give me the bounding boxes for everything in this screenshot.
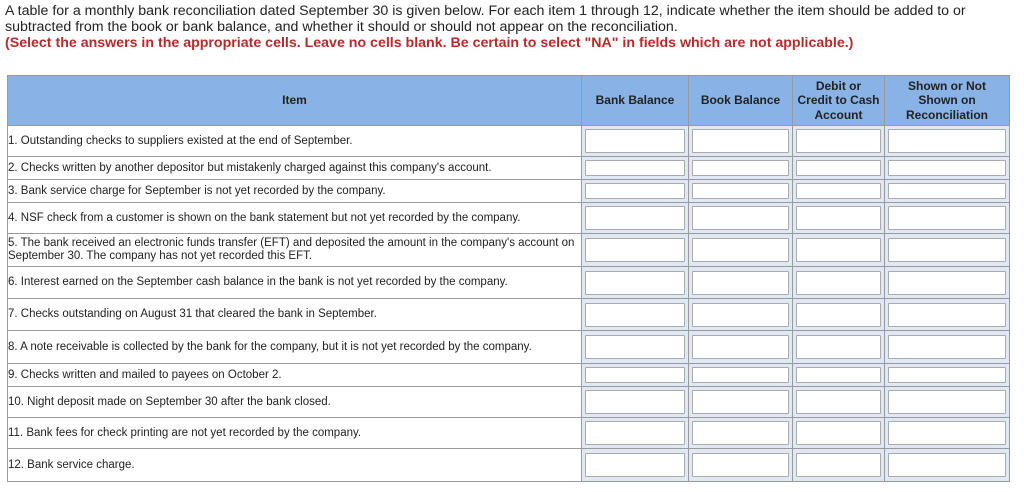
header-shown-line3: Reconciliation bbox=[905, 107, 988, 122]
header-shown-line1: Shown or Not bbox=[908, 78, 986, 93]
answer-select[interactable] bbox=[888, 271, 1006, 295]
book-balance-cell[interactable] bbox=[689, 449, 793, 482]
header-debit-credit-line1: Debit or bbox=[815, 78, 862, 93]
shown-cell[interactable] bbox=[885, 299, 1010, 331]
book-balance-cell[interactable] bbox=[689, 180, 793, 203]
answer-select[interactable] bbox=[692, 238, 789, 262]
item-description: 8. A note receivable is collected by the bank for the company, but it is not yet recorded by the company. bbox=[8, 331, 582, 364]
item-description: 3. Bank service charge for September is not yet recorded by the company. bbox=[8, 180, 582, 203]
item-description: 12. Bank service charge. bbox=[8, 449, 582, 482]
answer-select[interactable] bbox=[796, 238, 881, 262]
book-balance-cell[interactable] bbox=[689, 364, 793, 387]
book-balance-cell[interactable] bbox=[689, 418, 793, 449]
answer-select[interactable] bbox=[692, 183, 789, 199]
answer-select[interactable] bbox=[585, 238, 685, 262]
bank-balance-cell[interactable] bbox=[582, 449, 689, 482]
header-shown-line2: Shown on bbox=[918, 93, 976, 108]
answer-select[interactable] bbox=[796, 367, 881, 383]
shown-cell[interactable] bbox=[885, 267, 1010, 299]
table-row bbox=[8, 203, 1010, 234]
book-balance-cell[interactable] bbox=[689, 331, 793, 364]
answer-select[interactable] bbox=[888, 390, 1006, 414]
shown-cell[interactable] bbox=[885, 234, 1010, 267]
header-bank-balance: Bank Balance bbox=[582, 76, 689, 126]
table-row bbox=[8, 331, 1010, 364]
shown-cell[interactable] bbox=[885, 126, 1010, 157]
answer-select[interactable] bbox=[692, 421, 789, 445]
debit-credit-cell[interactable] bbox=[793, 387, 885, 418]
book-balance-cell[interactable] bbox=[689, 234, 793, 267]
answer-select[interactable] bbox=[692, 367, 789, 383]
debit-credit-cell[interactable] bbox=[793, 180, 885, 203]
table-row bbox=[8, 126, 1010, 157]
answer-select[interactable] bbox=[888, 303, 1006, 327]
answer-select[interactable] bbox=[888, 367, 1006, 383]
answer-select[interactable] bbox=[796, 206, 881, 230]
item-description: 7. Checks outstanding on August 31 that cleared the bank in September. bbox=[8, 299, 582, 331]
item-description: 2. Checks written by another depositor but mistakenly charged against this company's account. bbox=[8, 157, 582, 180]
table-row bbox=[8, 180, 1010, 203]
prompt-instruction: (Select the answers in the appropriate cells. Leave no cells blank. Be certain to select "NA" in fields which are not applicable.) bbox=[5, 35, 854, 51]
debit-credit-cell[interactable] bbox=[793, 331, 885, 364]
bank-balance-cell[interactable] bbox=[582, 299, 689, 331]
header-debit-credit bbox=[793, 76, 885, 126]
debit-credit-cell[interactable] bbox=[793, 418, 885, 449]
book-balance-cell[interactable] bbox=[689, 267, 793, 299]
item-description: 11. Bank fees for check printing are not yet recorded by the company. bbox=[8, 418, 582, 449]
bank-balance-cell[interactable] bbox=[582, 364, 689, 387]
bank-balance-cell[interactable] bbox=[582, 126, 689, 157]
answer-select[interactable] bbox=[692, 160, 789, 176]
bank-balance-cell[interactable] bbox=[582, 157, 689, 180]
debit-credit-cell[interactable] bbox=[793, 267, 885, 299]
answer-select[interactable] bbox=[585, 129, 685, 153]
shown-cell[interactable] bbox=[885, 157, 1010, 180]
table-row bbox=[8, 449, 1010, 482]
header-item: Item bbox=[8, 76, 582, 126]
shown-cell[interactable] bbox=[885, 418, 1010, 449]
question-prompt bbox=[5, 3, 1015, 51]
table-row bbox=[8, 299, 1010, 331]
header-shown bbox=[885, 76, 1010, 126]
bank-balance-cell[interactable] bbox=[582, 387, 689, 418]
answer-select[interactable] bbox=[692, 303, 789, 327]
table-row bbox=[8, 387, 1010, 418]
header-debit-credit-line2: Credit to Cash bbox=[797, 93, 880, 108]
answer-select[interactable] bbox=[692, 271, 789, 295]
shown-cell[interactable] bbox=[885, 203, 1010, 234]
answer-select[interactable] bbox=[692, 390, 789, 414]
table-row bbox=[8, 364, 1010, 387]
answer-select[interactable] bbox=[796, 129, 881, 153]
shown-cell[interactable] bbox=[885, 449, 1010, 482]
item-description: 4. NSF check from a customer is shown on the bank statement but not yet recorded by the company. bbox=[8, 203, 582, 234]
item-description: 9. Checks written and mailed to payees on October 2. bbox=[8, 364, 582, 387]
bank-balance-cell[interactable] bbox=[582, 203, 689, 234]
answer-select[interactable] bbox=[888, 453, 1006, 477]
answer-select[interactable] bbox=[796, 390, 881, 414]
answer-select[interactable] bbox=[888, 129, 1006, 153]
answer-select[interactable] bbox=[585, 390, 685, 414]
bank-balance-cell[interactable] bbox=[582, 331, 689, 364]
reconciliation-table bbox=[7, 75, 1010, 482]
book-balance-cell[interactable] bbox=[689, 203, 793, 234]
answer-select[interactable] bbox=[888, 183, 1006, 199]
answer-select[interactable] bbox=[585, 303, 685, 327]
debit-credit-cell[interactable] bbox=[793, 449, 885, 482]
header-book-balance: Book Balance bbox=[689, 76, 793, 126]
answer-select[interactable] bbox=[585, 183, 685, 199]
answer-select[interactable] bbox=[796, 160, 881, 176]
answer-select[interactable] bbox=[888, 160, 1006, 176]
shown-cell[interactable] bbox=[885, 364, 1010, 387]
shown-cell[interactable] bbox=[885, 331, 1010, 364]
answer-select[interactable] bbox=[585, 206, 685, 230]
answer-select[interactable] bbox=[888, 421, 1006, 445]
answer-select[interactable] bbox=[692, 335, 789, 359]
header-debit-credit-line3: Account bbox=[814, 107, 863, 122]
answer-select[interactable] bbox=[796, 335, 881, 359]
table-row bbox=[8, 267, 1010, 299]
bank-balance-cell[interactable] bbox=[582, 267, 689, 299]
bank-balance-cell[interactable] bbox=[582, 234, 689, 267]
answer-select[interactable] bbox=[796, 271, 881, 295]
prompt-text: A table for a monthly bank reconciliation dated September 30 is given below. For each item 1 through 12, indicate whether the item should be added to or subtracted from the book or bank balance, and whether it should or should not appear on the reconciliation. bbox=[5, 3, 966, 35]
item-description: 6. Interest earned on the September cash balance in the bank is not yet recorded by the company. bbox=[8, 267, 582, 299]
answer-select[interactable] bbox=[585, 421, 685, 445]
debit-credit-cell[interactable] bbox=[793, 234, 885, 267]
book-balance-cell[interactable] bbox=[689, 126, 793, 157]
shown-cell[interactable] bbox=[885, 180, 1010, 203]
table-row bbox=[8, 418, 1010, 449]
debit-credit-cell[interactable] bbox=[793, 364, 885, 387]
answer-select[interactable] bbox=[585, 453, 685, 477]
bank-balance-cell[interactable] bbox=[582, 418, 689, 449]
answer-select[interactable] bbox=[796, 303, 881, 327]
answer-select[interactable] bbox=[888, 335, 1006, 359]
answer-select[interactable] bbox=[692, 129, 789, 153]
header-row bbox=[8, 76, 1010, 126]
answer-select[interactable] bbox=[796, 183, 881, 199]
debit-credit-cell[interactable] bbox=[793, 299, 885, 331]
table-row bbox=[8, 234, 1010, 267]
answer-select[interactable] bbox=[796, 453, 881, 477]
book-balance-cell[interactable] bbox=[689, 157, 793, 180]
answer-select[interactable] bbox=[692, 206, 789, 230]
item-description: 10. Night deposit made on September 30 after the bank closed. bbox=[8, 387, 582, 418]
item-description: 1. Outstanding checks to suppliers existed at the end of September. bbox=[8, 126, 582, 157]
answer-select[interactable] bbox=[585, 271, 685, 295]
debit-credit-cell[interactable] bbox=[793, 203, 885, 234]
answer-select[interactable] bbox=[692, 453, 789, 477]
answer-select[interactable] bbox=[585, 335, 685, 359]
debit-credit-cell[interactable] bbox=[793, 126, 885, 157]
bank-balance-cell[interactable] bbox=[582, 180, 689, 203]
answer-select[interactable] bbox=[585, 367, 685, 383]
book-balance-cell[interactable] bbox=[689, 387, 793, 418]
answer-select[interactable] bbox=[585, 160, 685, 176]
answer-select[interactable] bbox=[796, 421, 881, 445]
book-balance-cell[interactable] bbox=[689, 299, 793, 331]
table-row bbox=[8, 157, 1010, 180]
debit-credit-cell[interactable] bbox=[793, 157, 885, 180]
answer-select[interactable] bbox=[888, 206, 1006, 230]
answer-select[interactable] bbox=[888, 238, 1006, 262]
shown-cell[interactable] bbox=[885, 387, 1010, 418]
item-description: 5. The bank received an electronic funds transfer (EFT) and deposited the amount in the company's account on September 30. The company has not yet recorded this EFT. bbox=[8, 234, 582, 267]
